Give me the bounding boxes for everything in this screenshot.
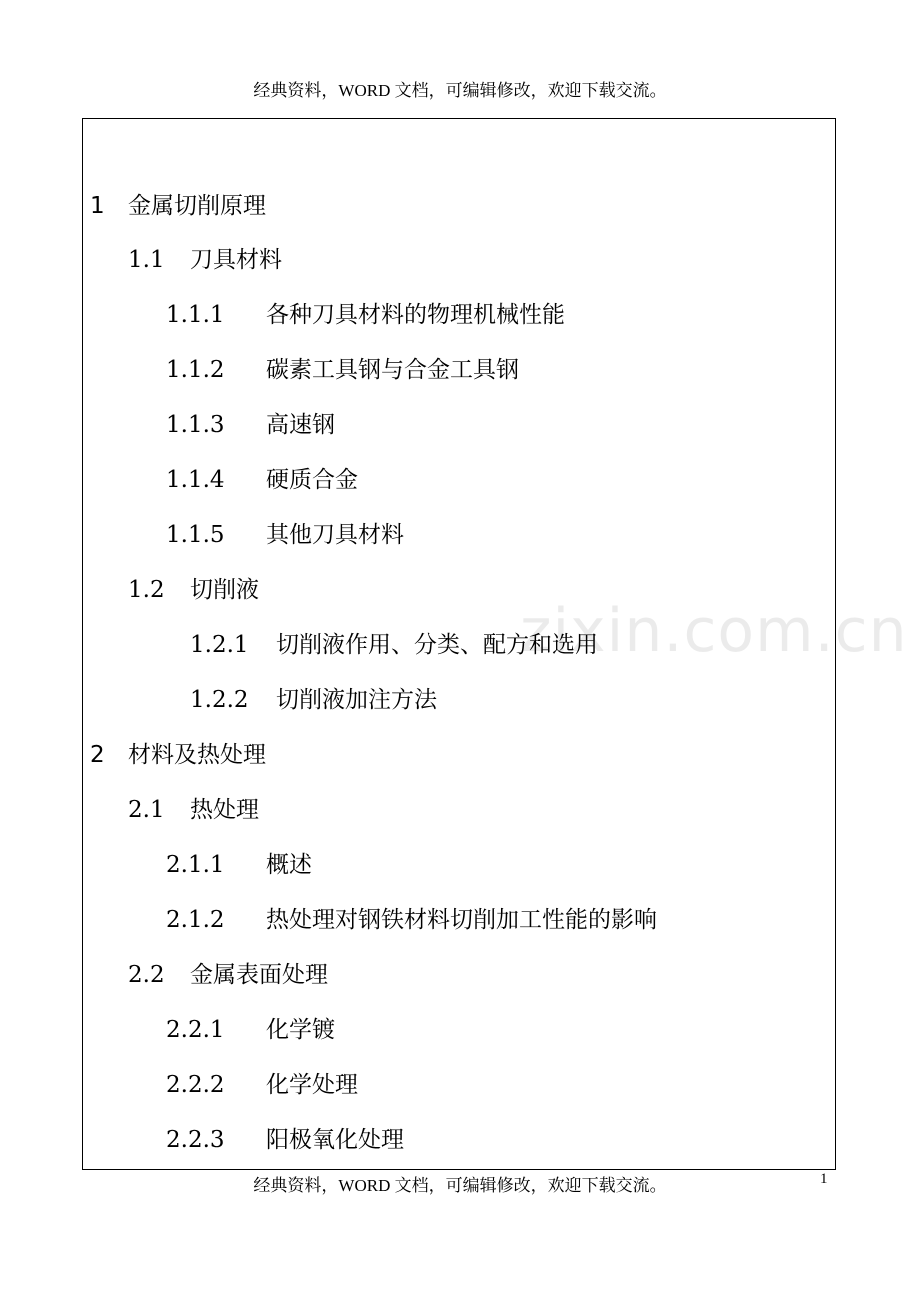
toc-entry xyxy=(128,796,259,824)
page-number: 1 xyxy=(820,1171,828,1187)
toc-entry xyxy=(128,246,282,274)
toc-number: 2.2.1 xyxy=(166,1017,225,1043)
toc-title: 材料及热处理 xyxy=(128,742,266,768)
toc-title: 金属表面处理 xyxy=(190,962,328,988)
toc-title: 切削液作用、分类、配方和选用 xyxy=(276,632,598,658)
toc-entry xyxy=(166,356,519,384)
toc-number: 1.1 xyxy=(128,247,165,273)
toc-number: 1.2.1 xyxy=(190,632,249,658)
page-footer: 经典资料，WORD 文档，可编辑修改，欢迎下载交流。 xyxy=(253,1176,667,1195)
toc-number: 1.1.5 xyxy=(166,522,225,548)
toc-title: 金属切削原理 xyxy=(128,193,266,219)
toc-entry xyxy=(166,851,312,879)
toc-entry xyxy=(128,961,328,989)
toc-title: 切削液 xyxy=(190,577,259,603)
toc-entry xyxy=(190,686,437,714)
toc-entry xyxy=(90,741,266,769)
toc-number: 1.2 xyxy=(128,577,165,603)
toc-title: 阳极氧化处理 xyxy=(266,1127,404,1153)
toc-title: 概述 xyxy=(266,852,312,878)
toc-entry xyxy=(166,301,565,329)
toc-title: 化学处理 xyxy=(266,1072,358,1098)
toc-entry xyxy=(190,631,598,659)
toc-title: 碳素工具钢与合金工具钢 xyxy=(266,357,519,383)
page-header: 经典资料，WORD 文档，可编辑修改，欢迎下载交流。 xyxy=(253,81,667,100)
toc-entry xyxy=(128,576,259,604)
toc-entry xyxy=(166,1016,335,1044)
toc-entry xyxy=(166,1071,358,1099)
toc-entry xyxy=(166,1126,404,1154)
toc-title: 硬质合金 xyxy=(266,467,358,493)
toc-title: 切削液加注方法 xyxy=(276,687,437,713)
toc-number: 1.1.4 xyxy=(166,467,225,493)
toc-number: 1.2.2 xyxy=(190,687,249,713)
toc-entry xyxy=(90,192,266,220)
toc-number: 2 xyxy=(90,742,105,768)
toc-entry xyxy=(166,466,358,494)
toc-number: 2.1.2 xyxy=(166,907,225,933)
toc-title: 刀具材料 xyxy=(190,247,282,273)
toc-entry xyxy=(166,411,335,439)
toc-number: 2.1 xyxy=(128,797,165,823)
toc-number: 1.1.2 xyxy=(166,357,225,383)
toc-number: 2.2.2 xyxy=(166,1072,225,1098)
toc-title: 高速钢 xyxy=(266,412,335,438)
toc-number: 1.1.1 xyxy=(166,302,225,328)
toc-title: 各种刀具材料的物理机械性能 xyxy=(266,302,565,328)
toc-entry xyxy=(166,906,657,934)
toc-entry xyxy=(166,521,404,549)
toc-title: 其他刀具材料 xyxy=(266,522,404,548)
watermark: zixin.com.cn xyxy=(520,596,908,666)
toc-number: 2.2.3 xyxy=(166,1127,225,1153)
toc-number: 2.2 xyxy=(128,962,165,988)
toc-title: 热处理 xyxy=(190,797,259,823)
toc-title: 热处理对钢铁材料切削加工性能的影响 xyxy=(266,907,657,933)
toc-number: 1 xyxy=(90,193,105,219)
toc-number: 2.1.1 xyxy=(166,852,225,878)
toc-number: 1.1.3 xyxy=(166,412,225,438)
toc-title: 化学镀 xyxy=(266,1017,335,1043)
